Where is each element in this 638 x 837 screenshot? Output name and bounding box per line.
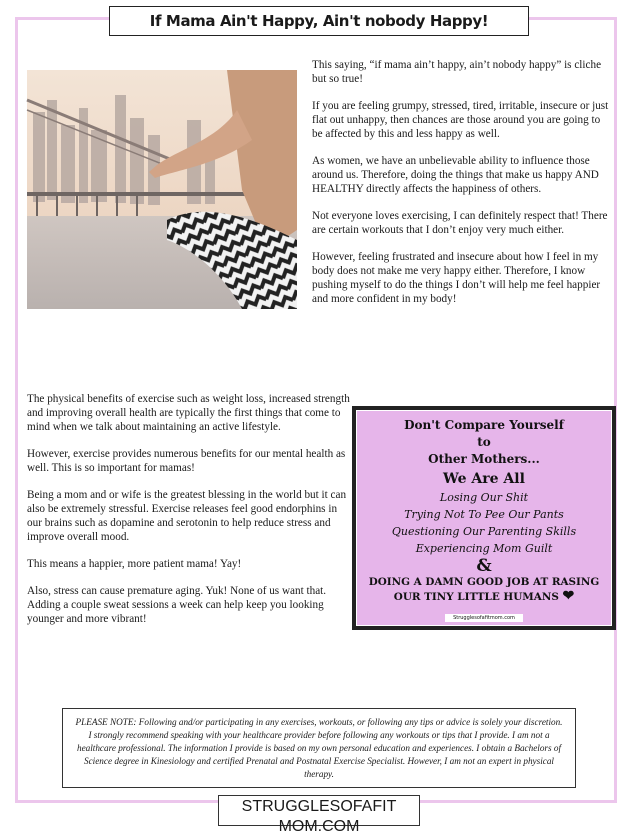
disclaimer-box: PLEASE NOTE: Following and/or participating in any exercises, workouts, or following any tips or advice is solely your discretion. I strongly recommend speaking with your healthcare provider before following any workouts or tips that I provide. I am not a healthcare professional. The information I provide is based on my own personal education and experiences. I obtain a Bachelors of Science degree in Kinesiology and certified Prenatal and Postnatal Exercise Specialist. However, I am not an expert in physical therapy. xyxy=(62,708,576,788)
meme-item: Questioning Our Parenting Skills xyxy=(391,525,577,538)
footer-website: STRUGGLESOFAFIT MOM.COM xyxy=(218,795,420,826)
intro-paragraph: This saying, “if mama ain’t happy, ain’t nobody happy” is cliche but so true! xyxy=(312,59,602,85)
body-paragraph: The physical benefits of exercise such as weight loss, increased strength and improving overall health are typically the first things that come to mind when we talk about maintaining an active lifestyle. xyxy=(27,393,350,433)
meme-closing-text: DOING A DAMN GOOD JOB AT RASING OUR TINY LITTLE HUMANS xyxy=(368,576,600,603)
intro-paragraph: Not everyone loves exercising, I can definitely respect that! There are certain workouts that I don’t enjoy very much either. xyxy=(312,210,608,236)
body-paragraph: However, exercise provides numerous benefits for our mental health as well. This is so important for mamas! xyxy=(27,448,346,474)
heart-icon: ❤ xyxy=(562,588,575,604)
meme-item: Losing Our Shit xyxy=(439,491,529,504)
body-paragraph: Being a mom and or wife is the greatest blessing in the world but it can also be extremely stressful. Exercise releases feel good endorphins in our brains such as dopamine and serotonin to help reduce stress and improve overall mood. xyxy=(27,489,347,543)
meme-heading: We Are All xyxy=(443,471,525,487)
body-text xyxy=(27,392,352,639)
meme-panel xyxy=(356,410,612,626)
mom-meme-image xyxy=(352,406,616,630)
meme-item: Experiencing Mom Guilt xyxy=(415,542,553,555)
meme-ampersand: & xyxy=(476,556,492,576)
yoga-photo xyxy=(27,70,297,309)
intro-paragraph: If you are feeling grumpy, stressed, tired, irritable, insecure or just flat out unhappy, then chances are those around you are going to be affected by this and less happy as well. xyxy=(312,100,609,140)
intro-text xyxy=(312,58,612,319)
meme-item: Trying Not To Pee Our Pants xyxy=(404,508,564,521)
intro-paragraph: However, feeling frustrated and insecure about how I feel in my body does not make me very happy either. Therefore, I know pushing myself to do the things I don’t will help me feel happier and more confident in my body! xyxy=(312,251,601,305)
body-paragraph: This means a happier, more patient mama! Yay! xyxy=(27,558,242,570)
meme-watermark: Strugglesofafitmom.com xyxy=(445,614,523,622)
meme-line: to xyxy=(477,435,491,449)
meme-line: Don't Compare Yourself xyxy=(404,418,564,432)
intro-paragraph: As women, we have an unbelievable ability to influence those around us. Therefore, doing the things that make us happy AND HEALTHY directly affects the happiness of others. xyxy=(312,155,599,195)
meme-closing xyxy=(357,575,611,604)
body-paragraph: Also, stress can cause premature aging. Yuk! None of us want that. Adding a couple sweat sessions a week can help keep you looking younger and more vibrant! xyxy=(27,585,327,625)
page-title: If Mama Ain't Happy, Ain't nobody Happy! xyxy=(109,6,529,36)
meme-line: Other Mothers... xyxy=(428,452,540,466)
